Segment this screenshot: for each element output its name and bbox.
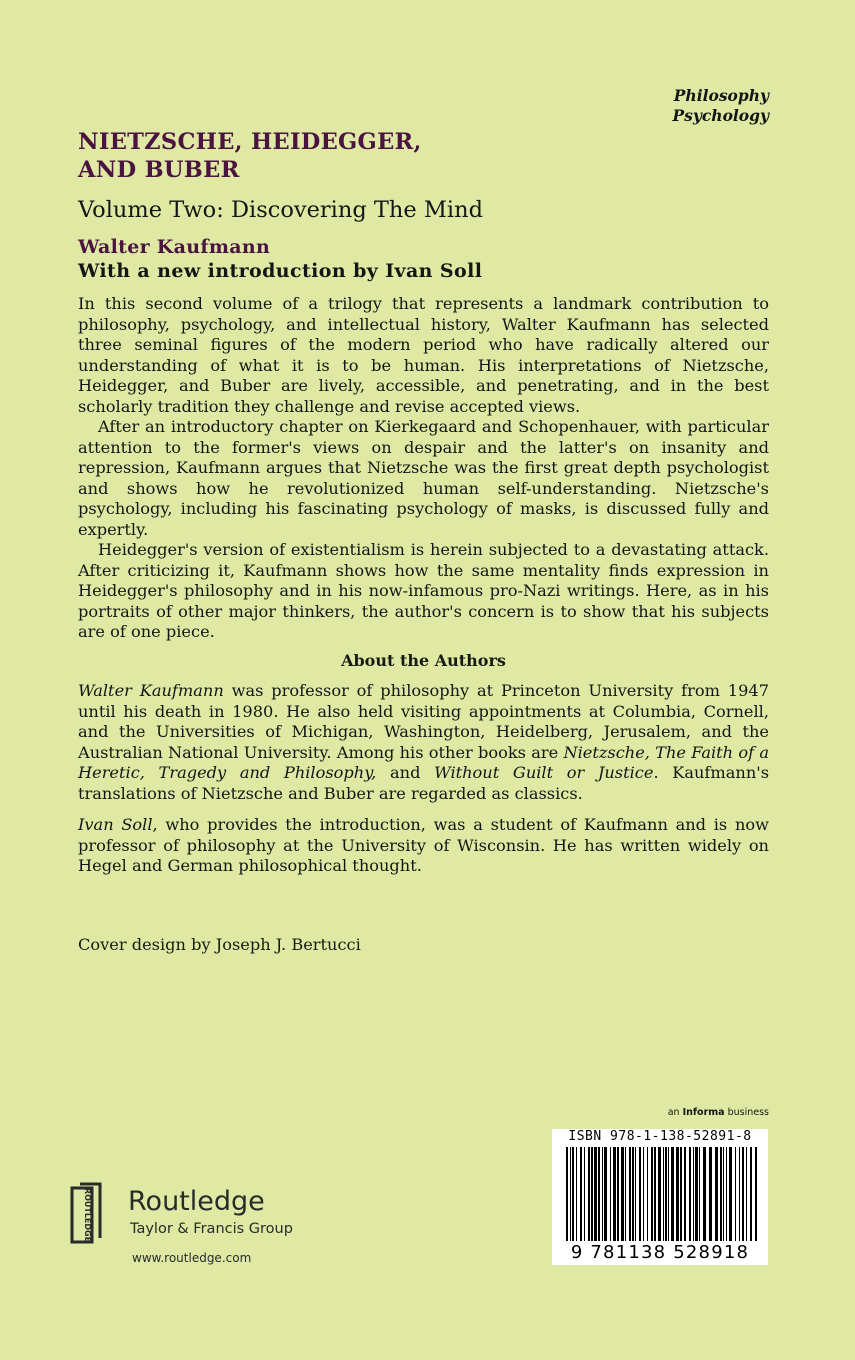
cover-design-credit: Cover design by Joseph J. Bertucci — [78, 935, 361, 954]
barcode-bar — [594, 1147, 597, 1241]
publisher-name: Routledge — [128, 1186, 265, 1217]
publisher-url[interactable]: www.routledge.com — [132, 1251, 252, 1265]
informa-business-tag — [600, 1107, 769, 1118]
informa-prefix: an — [667, 1107, 683, 1118]
barcode-bar — [602, 1147, 603, 1241]
isbn-label: ISBN 978-1-138-52891-8 — [568, 1129, 752, 1144]
barcode-bar — [663, 1147, 664, 1241]
blurb-paragraph-2: After an introductory chapter on Kierkegaard and Schopenhauer, with particular attention to the former's views on despair and the latter's on insanity and repression, Kaufmann argues that Nietzsche was the first great depth psychologist and shows how he revolutionized human self-understanding. Nietzsche's psychology, including his fascinating psychology of masks, is discussed fully and expertly. — [78, 417, 769, 539]
barcode-bar — [625, 1147, 626, 1241]
barcode-bar — [613, 1147, 616, 1241]
barcode-bar — [680, 1147, 682, 1241]
author-name: Walter Kaufmann — [78, 236, 271, 258]
barcode-bar — [676, 1147, 679, 1241]
publisher-group: Taylor & Francis Group — [130, 1221, 293, 1237]
isbn-barcode — [552, 1129, 768, 1265]
introduction-credit: With a new introduction by Ivan Soll — [78, 260, 483, 282]
bio-kaufmann-book-2: Without Guilt or Justice — [434, 763, 654, 782]
bio-soll — [78, 815, 769, 877]
barcode-bar — [639, 1147, 641, 1241]
barcode-bar — [651, 1147, 653, 1241]
barcode-bar — [647, 1147, 648, 1241]
barcode-bar — [580, 1147, 582, 1241]
barcode-bar — [755, 1147, 757, 1241]
blurb — [78, 294, 769, 643]
bio-kaufmann-text-1: was professor of philosophy at Princeton University from 1947 until his death in 1980. He also held visiting appointments at Columbia, Cornell, and the Universities of Michigan, Washington, Heidelberg, Jerusalem, and the Australian National University. Among his other books are — [78, 681, 769, 762]
bio-soll-name: Ivan Soll — [78, 815, 153, 834]
barcode-bar — [629, 1147, 631, 1241]
barcode-bar — [735, 1147, 736, 1241]
barcode-bar — [742, 1147, 744, 1241]
title-line-2: AND BUBER — [78, 157, 240, 183]
barcode-bar — [720, 1147, 722, 1241]
barcode-bar — [693, 1147, 694, 1241]
barcode-bar — [750, 1147, 752, 1241]
barcode-bar — [671, 1147, 674, 1241]
barcode-bar — [739, 1147, 740, 1241]
routledge-logo-text: ROUTLEDGE — [83, 1187, 92, 1243]
barcode-bar — [715, 1147, 718, 1241]
barcode-bar — [658, 1147, 661, 1241]
barcode-bar — [598, 1147, 600, 1241]
barcode-bar — [610, 1147, 611, 1241]
bio-kaufmann-text-3: . Kaufmann's translations of Nietzsche and Buber are regarded as classics. — [78, 763, 770, 803]
bio-kaufmann-book-1: Nietzsche, The Faith of a Heretic, Tragedy and Philosophy, — [78, 742, 769, 782]
routledge-logo-icon — [70, 1182, 120, 1246]
book-subtitle: Volume Two: Discovering The Mind — [78, 197, 484, 223]
barcode-bar — [709, 1147, 712, 1241]
barcode-bar — [635, 1147, 636, 1241]
bio-soll-text: , who provides the introduction, was a student of Kaufmann and is now professor of philosophy at the University of Wisconsin. He has written widely on Hegel and German philosophical thought. — [78, 815, 769, 875]
bio-kaufmann-name: Walter Kaufmann — [78, 681, 224, 700]
barcode-bar — [703, 1147, 706, 1241]
barcode-bar — [591, 1147, 593, 1241]
barcode-bar — [604, 1147, 607, 1241]
bio-kaufmann — [78, 681, 769, 804]
barcode-bar — [654, 1147, 656, 1241]
informa-suffix: business — [724, 1107, 769, 1118]
barcode-bar — [632, 1147, 634, 1241]
barcode-bar — [621, 1147, 624, 1241]
barcode-bar — [723, 1147, 724, 1241]
blurb-paragraph-3: Heidegger's version of existentialism is herein subjected to a devastating attack. After criticizing it, Kaufmann shows how the same mentality finds expression in Heidegger's philosophy and in his now-infamous pro-Nazi writings. Here, as in his portraits of other major thinkers, the author's concern is to show that his subjects are of one piece. — [78, 540, 769, 641]
barcode-bar — [699, 1147, 700, 1241]
barcode-bar — [726, 1147, 727, 1241]
barcode-bar — [689, 1147, 691, 1241]
category-psychology: Psychology — [672, 106, 769, 125]
barcode-bar — [746, 1147, 747, 1241]
barcode-bar — [566, 1147, 568, 1241]
blurb-paragraph-1: In this second volume of a trilogy that represents a landmark contribution to philosophy, psychology, and intellectual history, Walter Kaufmann has selected three seminal figures of the modern period who have radically altered our understanding of what it is to be human. His interpretations of Nietzsche, Heidegger, and Buber are lively, accessible, and penetrating, and in the best scholarly tradition they challenge and revise accepted views. — [78, 294, 769, 416]
barcode-bar — [576, 1147, 577, 1241]
barcode-bar — [643, 1147, 644, 1241]
barcode-bar — [588, 1147, 590, 1241]
barcode-bar — [665, 1147, 667, 1241]
about-authors-heading: About the Authors — [341, 651, 506, 670]
subject-categories — [672, 86, 769, 126]
barcode-bar — [584, 1147, 585, 1241]
category-philosophy: Philosophy — [673, 86, 769, 105]
barcode-bar — [684, 1147, 686, 1241]
barcode-digits: 9 781138 528918 — [570, 1242, 750, 1263]
informa-brand: Informa — [682, 1107, 725, 1118]
barcode-bar — [617, 1147, 619, 1241]
barcode-bar — [572, 1147, 574, 1241]
publisher-block — [70, 1182, 330, 1272]
bio-kaufmann-text-2: and — [376, 763, 435, 782]
barcode-bar — [668, 1147, 669, 1241]
barcode-bar — [570, 1147, 571, 1241]
barcode-bar — [729, 1147, 732, 1241]
title-line-1: NIETZSCHE, HEIDEGGER, — [78, 129, 422, 155]
barcode-bar — [695, 1147, 698, 1241]
book-title — [78, 128, 638, 184]
